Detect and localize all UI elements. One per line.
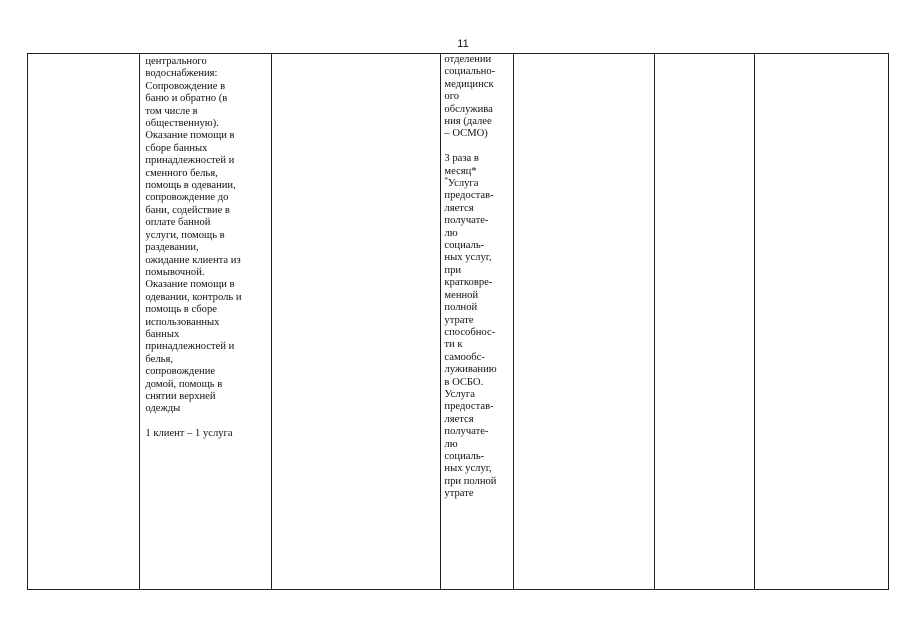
- service-description: [140, 54, 270, 441]
- description-paragraph: центрального водоснабжения: Сопровождение в баню и обратно (в том числе в общественную).: [145, 56, 228, 130]
- conditions-text: [441, 54, 512, 501]
- frequency-text: 3 раза в месяц*: [444, 153, 479, 177]
- footnote-body: Услуга предостав- ляется получате- лю социаль- ных услуг, при кратковре- менной полной утрате способнос- ти к самообс- луживанию в ОСБО. Услуга предостав- ляется получате- лю социаль- ных услуг, при полной утрате: [444, 178, 497, 500]
- department-text: отделении социально- медицинск ого обслужива ния (далее – ОСМО): [444, 54, 496, 140]
- cell-empty-f: [655, 54, 754, 590]
- cell-service-description: [140, 54, 271, 590]
- cell-empty-c: [271, 54, 441, 590]
- cell-number: [28, 54, 140, 590]
- cell-empty-g: [754, 54, 889, 590]
- service-volume: 1 клиент – 1 услуга: [145, 428, 233, 440]
- cell-conditions: [441, 54, 513, 590]
- footnote-text: [444, 178, 509, 501]
- paragraph-spacer: [145, 416, 265, 428]
- paragraph-spacer: [444, 141, 509, 153]
- table-row: [28, 54, 889, 590]
- description-paragraph: Оказание помощи в сборе банных принадлежностей и сменного белья, помощь в одевании, сопровождение до бани, содействие в оплате банной услуги, помощь в раздевании, ожидание клиента из помывочной.: [145, 130, 241, 278]
- description-paragraph: Оказание помощи в одевании, контроль и помощь в сборе использованных банных принадлежностей и белья, сопровождение домой, помощь в снятии верхней одежды: [145, 279, 242, 415]
- services-table: [27, 53, 889, 590]
- cell-empty-e: [513, 54, 654, 590]
- page-number: 11: [457, 38, 469, 50]
- footnote-mark: *: [444, 176, 448, 185]
